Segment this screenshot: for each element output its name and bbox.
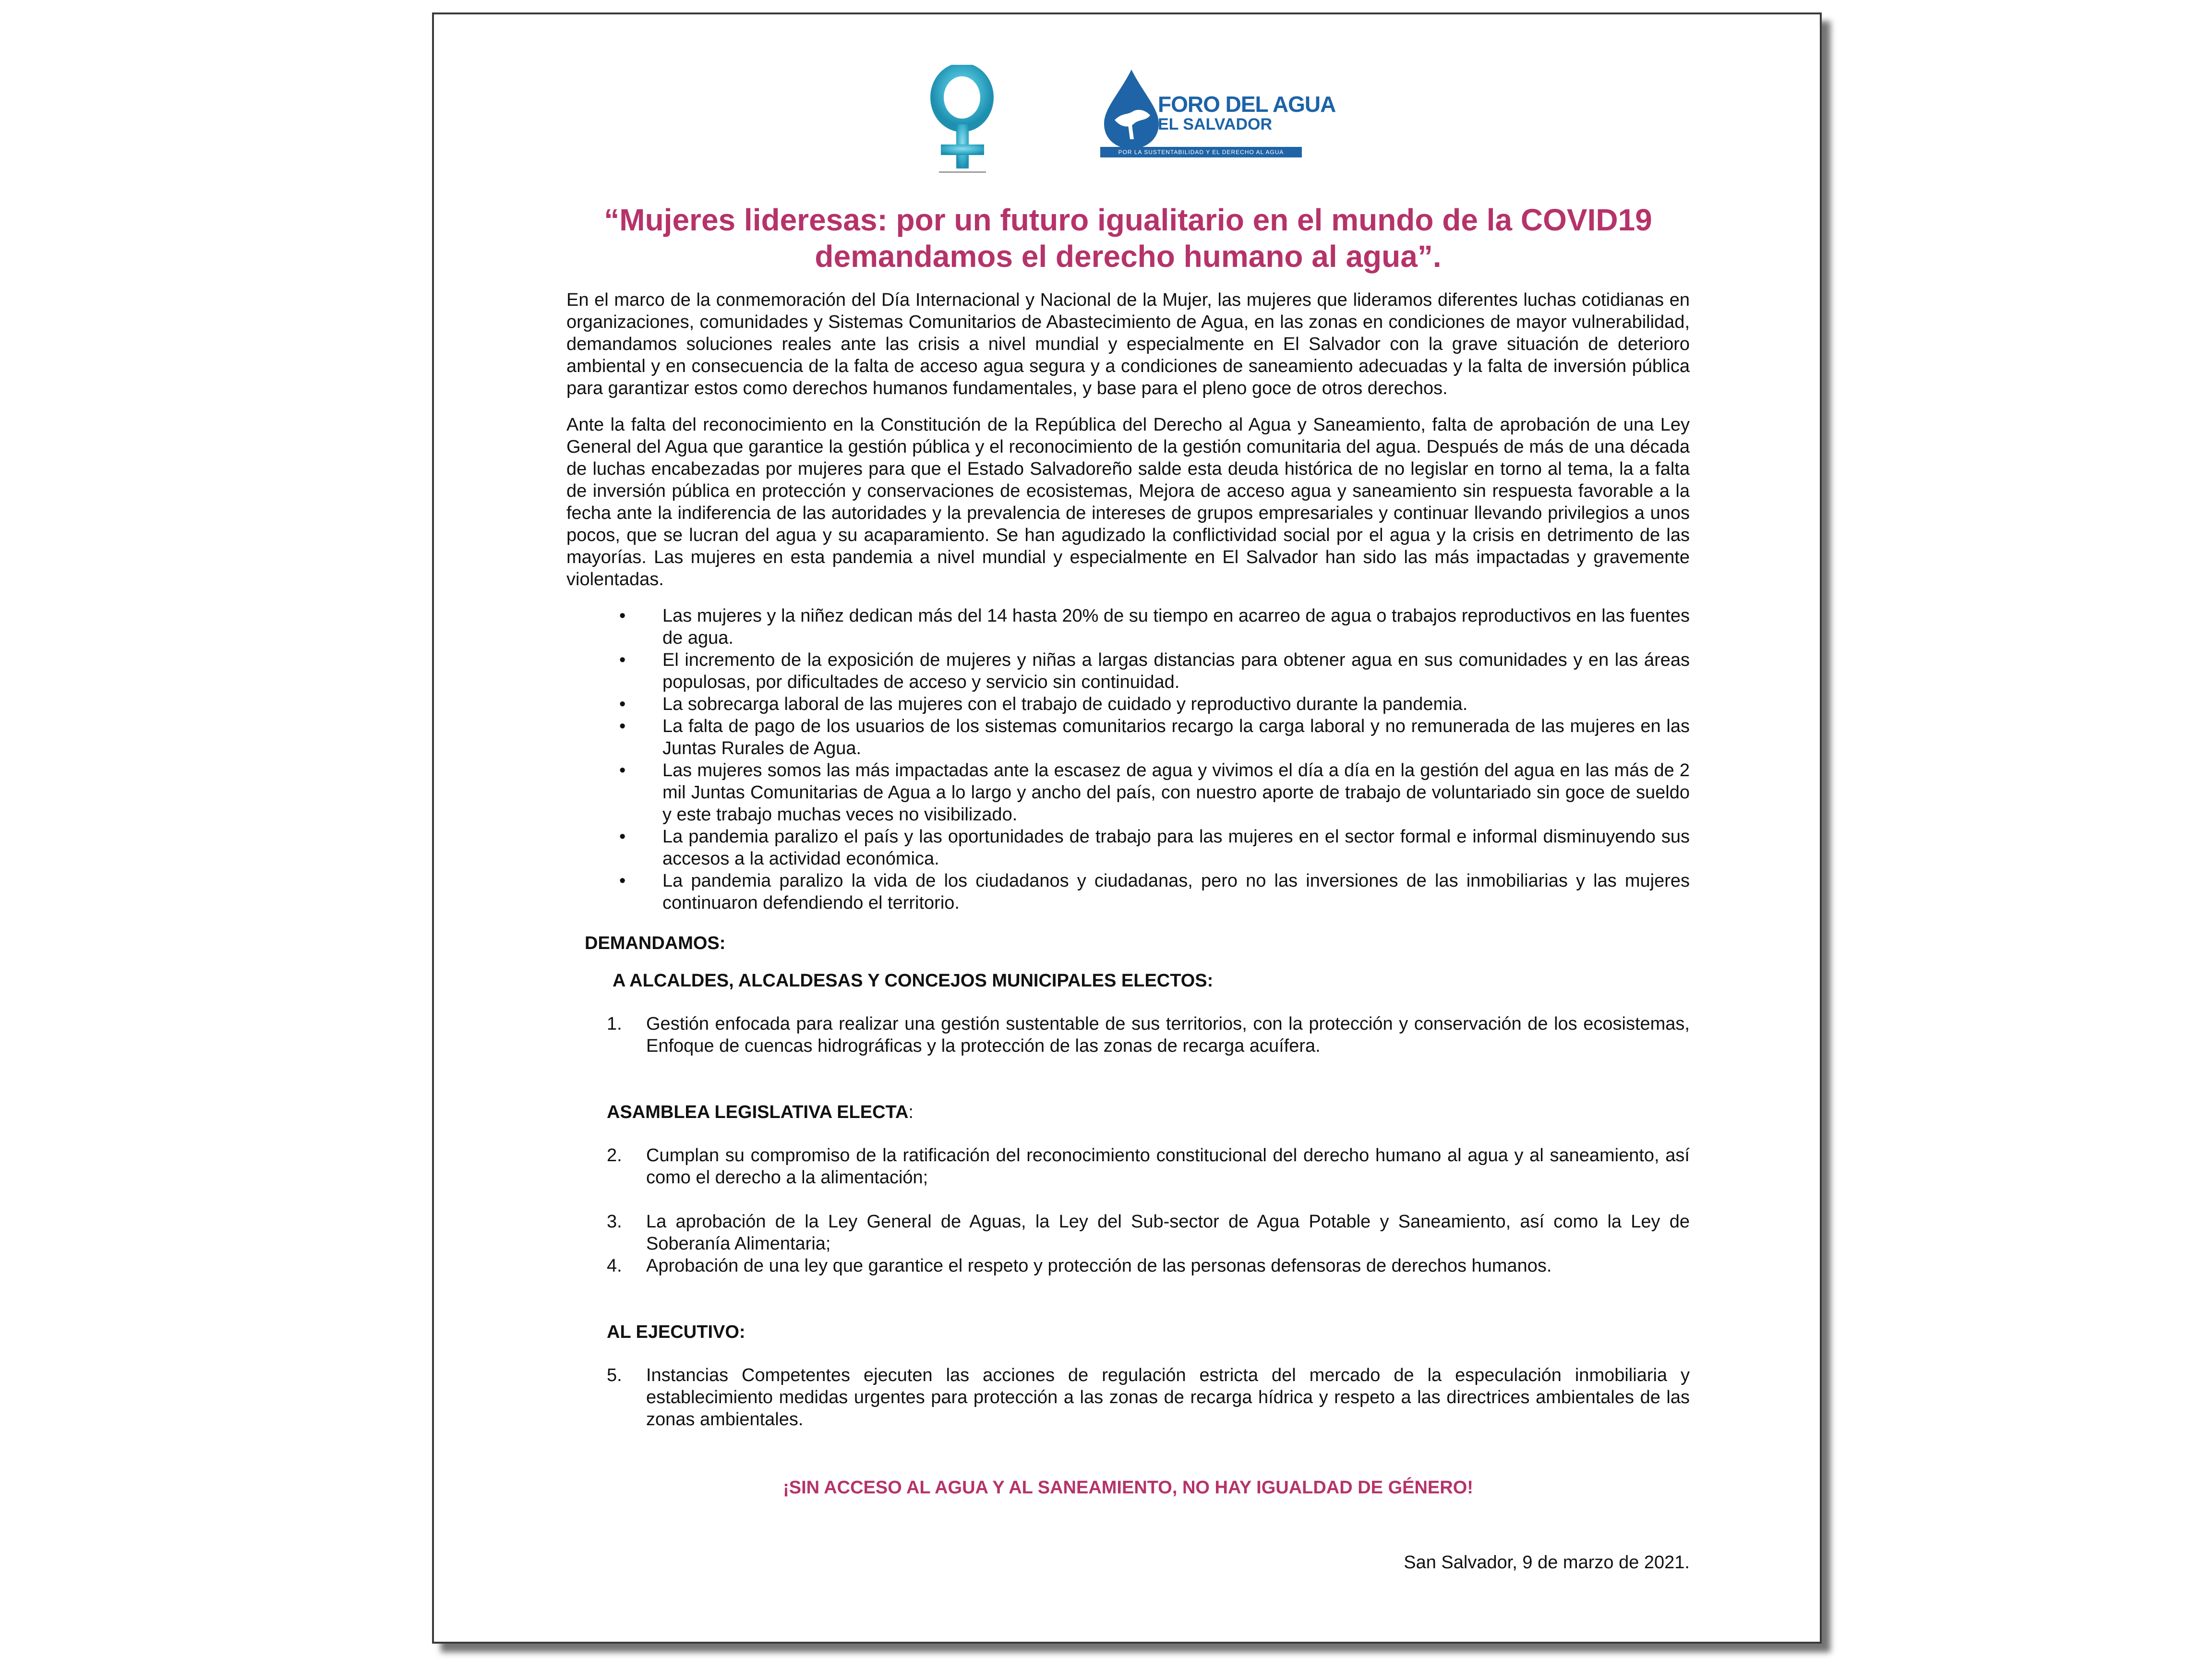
- document-title: “Mujeres lideresas: por un futuro igualitario en el mundo de la COVID19 demandamos el derecho humano al agua”.: [604, 203, 1652, 274]
- demand-text: Gestión enfocada para realizar una gestión sustentable de sus territorios, con la protección y conservación de los ecosistemas, Enfoque de cuencas hidrográficas y la protección de las zonas de recarga acuífera.: [646, 1014, 1690, 1056]
- demand-item: [566, 1364, 1690, 1431]
- demand-number: 4.: [607, 1256, 622, 1276]
- alcaldes-demand-list: [566, 1013, 1690, 1057]
- demand-item: [566, 1255, 1690, 1277]
- bullet-item: • El incremento de la exposición de mujeres y niñas a largas distancias para obtener agua en sus comunidades y en las áreas populosas, por dificultades de acceso y servicio sin continuidad.: [566, 649, 1690, 693]
- foro-name-line2: EL SALVADOR: [1158, 115, 1273, 133]
- venus-symbol-icon: [914, 65, 1010, 175]
- asamblea-heading-row: [607, 1101, 1690, 1123]
- demandamos-heading: DEMANDAMOS:: [585, 933, 726, 953]
- alcaldes-heading: A ALCALDES, ALCALDESAS Y CONCEJOS MUNICIPALES ELECTOS:: [613, 971, 1214, 991]
- bullet-item: • La sobrecarga laboral de las mujeres con el trabajo de cuidado y reproductivo durante la pandemia.: [566, 693, 1690, 715]
- bullet-item: • Las mujeres somos las más impactadas ante la escasez de agua y vivimos el día a día en la gestión del agua en las más de 2 mil Juntas Comunitarias de Agua a lo largo y ancho del país, con nuestro aporte de trabajo de voluntariado sin goce de sueldo y este trabajo muchas veces no visibilizado.: [566, 759, 1690, 826]
- demand-number: 1.: [607, 1014, 622, 1034]
- paragraph-context: Ante la falta del reconocimiento en la Constitución de la República del Derecho al Agua y Saneamiento, falta de aprobación de una Ley General del Agua que garantice la gestión pública y el reconocimiento de la gestión comunitaria del agua. Después de más de una década de luchas encabezadas por mujeres para que el Estado Salvadoreño salde esta deuda histórica de no legislar en torno al tema, la a falta de inversión pública en protección y conservaciones de ecosistemas, Mejora de acceso agua y saneamiento sin respuesta favorable a la fecha ante la indiferencia de las autoridades y la prevalencia de intereses de grupos empresariales y continuar llevando privilegios a unos pocos, que se lucran del agua y su acaparamiento. Se han agudizado la conflictividad social por el agua y la crisis en detrimento de las mayorías. Las mujeres en esta pandemia a nivel mundial y especialmente en El Salvador han sido las más impactadas y gravemente violentadas.: [566, 415, 1690, 589]
- document-body: [566, 202, 1690, 1574]
- foro-tagline: POR LA SUSTENTABILIDAD Y EL DERECHO AL AGUA: [1100, 147, 1302, 157]
- bullet-item: • La falta de pago de los usuarios de los sistemas comunitarios recargo la carga laboral y no remunerada de las mujeres en las Juntas Rurales de Agua.: [566, 715, 1690, 759]
- demand-number: 2.: [607, 1145, 622, 1166]
- demand-text: Instancias Competentes ejecuten las acciones de regulación estricta del mercado de la especulación inmobiliaria y establecimiento medidas urgentes para protección a las zonas de recarga hídrica y respeto a las directrices ambientales de las zonas ambientales.: [646, 1365, 1690, 1430]
- foro-name-line1: FORO DEL AGUA: [1158, 92, 1336, 117]
- paragraph-intro: En el marco de la conmemoración del Día Internacional y Nacional de la Mujer, las mujeres que lideramos diferentes luchas cotidianas en organizaciones, comunidades y Sistemas Comunitarios de Abastecimiento de Agua, en las zonas en condiciones de mayor vulnerabilidad, demandamos soluciones reales ante las crisis a nivel mundial y especialmente en El Salvador con la grave situación de deterioro ambiental y en consecuencia de la falta de acceso agua segura y a condiciones de saneamiento adecuadas y la falta de inversión pública para garantizar estos como derechos humanos fundamentales, y base para el pleno goce de otros derechos.: [566, 290, 1690, 398]
- ejecutivo-heading: AL EJECUTIVO:: [607, 1322, 745, 1342]
- asamblea-heading: ASAMBLEA LEGISLATIVA ELECTA: [607, 1102, 909, 1122]
- water-drop-icon: [1100, 67, 1163, 154]
- bullet-item: • Las mujeres y la niñez dedican más del 14 hasta 20% de su tiempo en acarreo de agua o trabajos reproductivos en las fuentes de agua.: [566, 605, 1690, 649]
- bullet-item: • La pandemia paralizo la vida de los ciudadanos y ciudadanas, pero no las inversiones de las inmobiliarias y las mujeres continuaron defendiendo el territorio.: [566, 870, 1690, 914]
- demand-number: 3.: [607, 1212, 622, 1232]
- demand-text: Aprobación de una ley que garantice el respeto y protección de las personas defensoras de derechos humanos.: [646, 1256, 1552, 1276]
- place-date-signoff: San Salvador, 9 de marzo de 2021.: [1404, 1552, 1690, 1573]
- asamblea-colon: :: [908, 1102, 914, 1122]
- demand-item: [566, 1211, 1690, 1255]
- ejecutivo-demand-list: [566, 1364, 1690, 1431]
- asamblea-demand-list-cont: [566, 1211, 1690, 1277]
- demand-number: 5.: [607, 1365, 622, 1385]
- demand-text: Cumplan su compromiso de la ratificación del reconocimiento constitucional del derecho humano al agua y al saneamiento, así como el derecho a la alimentación;: [646, 1145, 1690, 1188]
- bullet-item: • La pandemia paralizo el país y las oportunidades de trabajo para las mujeres en el sector formal e informal disminuyendo sus accesos a la actividad económica.: [566, 826, 1690, 870]
- closing-slogan: ¡SIN ACCESO AL AGUA Y AL SANEAMIENTO, NO HAY IGUALDAD DE GÉNERO!: [783, 1478, 1473, 1498]
- demand-text: La aprobación de la Ley General de Aguas, la Ley del Sub-sector de Agua Potable y Saneamiento, así como la Ley de Soberanía Alimentaria;: [646, 1212, 1690, 1254]
- impact-bullet-list: [566, 605, 1690, 914]
- header-logos: [434, 14, 1820, 178]
- demand-item: [566, 1144, 1690, 1189]
- asamblea-demand-list: [566, 1144, 1690, 1189]
- demand-item: [566, 1013, 1690, 1057]
- document-page: [432, 12, 1822, 1644]
- foro-del-agua-logo: [1100, 67, 1336, 158]
